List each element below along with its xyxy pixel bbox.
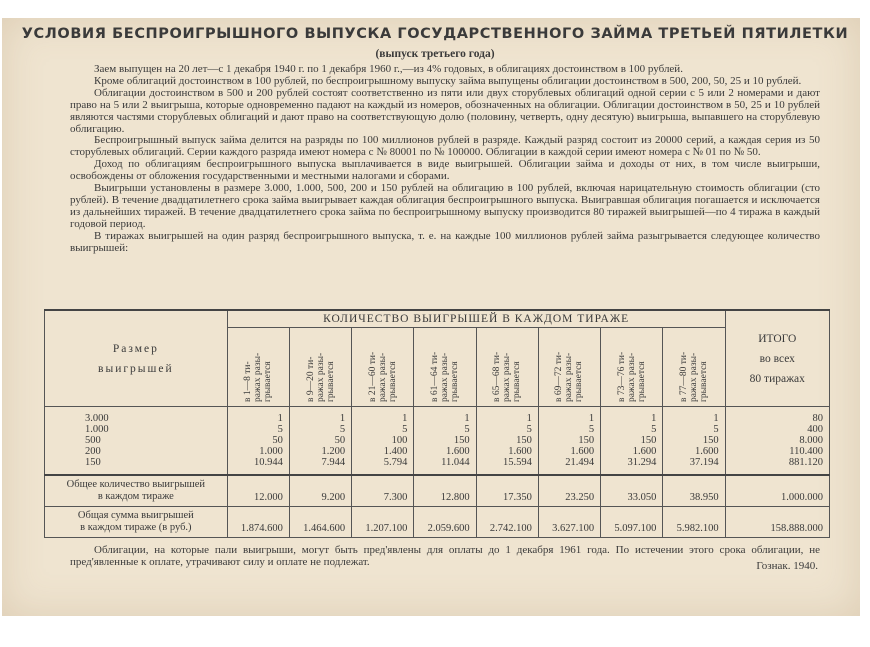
conditions-text xyxy=(70,64,820,255)
total-sum-row-value: 1.207.100 xyxy=(352,507,414,538)
prize-count: 1 xyxy=(651,413,657,424)
total-prizes-row-value: 38.950 xyxy=(663,475,725,507)
total-sum-row-value: 2.059.600 xyxy=(414,507,476,538)
prize-count: 1.600 xyxy=(508,446,532,457)
draw-column-header-line: ражах разы- xyxy=(502,352,513,402)
total-sum-row-label-line: в каждом тираже (в руб.) xyxy=(80,522,192,533)
draw-values-cell xyxy=(227,407,289,476)
prize-count: 1.600 xyxy=(632,446,657,457)
total-prizes-row-value: 1.000.000 xyxy=(725,475,829,507)
paragraph-term: Заем выпущен на 20 лет—с 1 декабря 1940 г. по 1 декабря 1960 г.,—из 4% годовых, в облигациях достоинством в 100 рублей. xyxy=(94,63,683,75)
prize-count: 5 xyxy=(588,424,595,435)
prize-count: 100 xyxy=(391,435,408,446)
total-sum-row-value: 1.874.600 xyxy=(227,507,289,538)
prize-count: 150 xyxy=(702,435,719,446)
prize-size: 500 xyxy=(85,435,101,446)
draw-column-header-line: ражах разы- xyxy=(626,352,637,402)
prize-count: 21.494 xyxy=(565,457,595,468)
totals-cell xyxy=(725,407,829,476)
paragraph-income: Доход по облигациям беспроигрышного выпуска выплачивается в виде выигрышей. Облигации займа и доходы от них, в том числе выигрыши, освобождены от обложения государственными и местными налогами и сборами. xyxy=(70,158,820,183)
prize-size: 200 xyxy=(85,446,101,457)
draw-column-header-line: в 21—60 ти- xyxy=(367,351,378,402)
prize-size-header xyxy=(45,310,228,407)
prize-size-header-line1: Размер xyxy=(112,342,159,355)
draw-values-cell xyxy=(352,407,414,476)
paragraph-draws: В тиражах выигрышей на один разряд беспроигрышного выпуска, т. е. на каждые 100 миллионов рублей займа разыгрывается следующее количество выигрышей: xyxy=(70,229,820,254)
total-prizes-row-value: 12.800 xyxy=(414,475,476,507)
draw-column-header-line: грывается xyxy=(574,361,585,402)
paragraph-series: Беспроигрышный выпуск займа делится на разряды по 100 миллионов рублей в разряде. Каждый разряд состоит из 20000 серий, а каждая серия из 50 сторублевых облигаций. Серии каждого разряда имеют номера с № 80001 по № 100000. Облигации в каждой серии имеют номера с № 01 по № 50. xyxy=(70,134,820,159)
prize-count: 1 xyxy=(402,413,408,424)
prize-count: 150 xyxy=(640,435,657,446)
draw-values-cell xyxy=(476,407,538,476)
prize-count: 1.600 xyxy=(570,446,595,457)
draw-column-header xyxy=(227,328,289,407)
document-subtitle: (выпуск третьего года) xyxy=(375,48,495,60)
footer-note xyxy=(70,544,820,568)
total-sum-row-value: 158.888.000 xyxy=(725,507,829,538)
draw-column-header-line: ражах разы- xyxy=(688,352,699,402)
prize-count: 1.600 xyxy=(694,446,719,457)
prize-count: 150 xyxy=(516,435,532,446)
prize-count: 31.294 xyxy=(627,457,657,468)
total-prizes-row-value: 33.050 xyxy=(601,475,663,507)
prize-size: 150 xyxy=(85,457,101,468)
draw-column-header-line: ражах разы- xyxy=(440,352,450,402)
total-prizes-row-value: 17.350 xyxy=(476,475,538,507)
draw-column-header-line: грывается xyxy=(698,361,709,402)
draw-count-header: КОЛИЧЕСТВО ВЫИГРЫШЕЙ В КАЖДОМ ТИРАЖЕ xyxy=(227,310,725,328)
total-prizes-row-label-line: в каждом тираже xyxy=(97,491,174,502)
draw-values-cell xyxy=(289,407,351,476)
draw-column-header-line: в 73—76 ти- xyxy=(616,351,627,402)
prize-count: 150 xyxy=(453,435,470,446)
prize-count: 1 xyxy=(339,413,346,424)
prize-count: 50 xyxy=(272,435,283,446)
draw-column-header-line: в 65—68 ти- xyxy=(492,351,503,402)
draw-column-header-text xyxy=(492,332,522,402)
prize-count: 1.200 xyxy=(321,446,346,457)
draw-column-header-line: грывается xyxy=(450,361,460,402)
total-sum-row-value: 1.464.600 xyxy=(289,507,351,538)
total-sum-row-label xyxy=(45,507,228,538)
draw-column-header-text xyxy=(306,332,336,402)
prize-count: 50 xyxy=(334,435,346,446)
draw-column-header-line: в 69—72 ти- xyxy=(554,351,565,402)
total-sum-row-value: 5.097.100 xyxy=(601,507,663,538)
imprint: Гознак. 1940. xyxy=(756,560,818,572)
prize-count: 1.600 xyxy=(446,446,470,457)
total-prizes-row-value: 7.300 xyxy=(352,475,414,507)
draw-column-header-line: ражах разы- xyxy=(315,352,326,402)
draw-values-cell xyxy=(601,407,663,476)
prize-count: 1 xyxy=(464,413,470,424)
draw-column-header-text xyxy=(679,332,709,402)
total-prizes-row-value: 12.000 xyxy=(227,475,289,507)
total-sum-row-label-line: Общая сумма выигрышей xyxy=(77,510,194,521)
prize-count: 5 xyxy=(277,424,283,435)
total-prizes-row-label xyxy=(45,475,228,507)
draw-column-header-line: в 1—8 ти- xyxy=(243,361,254,402)
prize-count: 10.944 xyxy=(254,457,283,468)
draw-column-header-line: грывается xyxy=(263,361,274,402)
draw-column-header-text xyxy=(430,332,460,402)
paragraph-denominations: Кроме облигаций достоинством в 100 рублей, по беспроигрышному выпуску займа выпущены облигации достоинством в 500, 200, 50, 25 и 10 рублей. xyxy=(94,74,802,87)
total-count: 8.000 xyxy=(799,435,823,446)
prize-count: 5 xyxy=(402,424,408,435)
total-count: 400 xyxy=(807,424,823,435)
draw-column-header-line: в 9—20 ти- xyxy=(305,356,316,402)
draw-values-cell xyxy=(538,407,600,476)
draw-column-header xyxy=(289,328,351,407)
prize-size: 3.000 xyxy=(85,413,109,424)
total-header-line3: 80 тиражах xyxy=(749,372,805,385)
document-title: УСЛОВИЯ БЕСПРОИГРЫШНОГО ВЫПУСКА ГОСУДАРСТВЕННОГО ЗАЙМА ТРЕТЬЕЙ ПЯТИЛЕТКИ xyxy=(21,26,849,42)
draw-column-header-line: ражах разы- xyxy=(377,352,388,402)
draw-column-header xyxy=(538,328,600,407)
prize-count: 1.400 xyxy=(383,446,408,457)
prize-count: 11.044 xyxy=(441,457,470,468)
draw-column-header xyxy=(476,328,538,407)
total-header xyxy=(725,310,829,407)
draw-column-header-line: грывается xyxy=(512,361,523,402)
prize-count: 5 xyxy=(464,424,470,435)
draw-column-header-text xyxy=(368,332,398,402)
draw-column-header-line: грывается xyxy=(387,361,398,402)
draw-column-header-line: в 61—64 ти- xyxy=(430,351,440,402)
draw-column-header xyxy=(601,328,663,407)
prize-count: 5 xyxy=(526,424,532,435)
total-sum-row-value: 3.627.100 xyxy=(538,507,600,538)
total-sum-row-value: 5.982.100 xyxy=(663,507,725,538)
draw-values-cell xyxy=(414,407,476,476)
draw-column-header-text xyxy=(243,332,273,402)
prize-size-header-line2: выигрышей xyxy=(98,362,174,375)
draw-values-cell xyxy=(663,407,725,476)
draw-column-header-line: ражах разы- xyxy=(564,352,575,402)
draw-column-header-line: в 77—80 ти- xyxy=(678,351,689,402)
total-prizes-row-label-line: Общее количество выигрышей xyxy=(66,479,205,490)
draw-column-header xyxy=(663,328,725,407)
prize-table xyxy=(44,309,830,538)
total-count: 881.120 xyxy=(788,457,823,468)
total-sum-row-value: 2.742.100 xyxy=(476,507,538,538)
draw-column-header-line: ражах разы- xyxy=(253,352,264,402)
prize-count: 1 xyxy=(713,413,719,424)
footer-text: Облигации, на которые пали выигрыши, могут быть пред'явлены для оплаты до 1 декабря 1961 года. По истечении этого срока облигации, не пред'явленные к оплате, утрачивают силу и оплате не подлежат. xyxy=(70,544,820,568)
draw-column-header-line: грывается xyxy=(325,361,336,402)
prize-count: 1 xyxy=(277,413,283,424)
prize-count: 1.000 xyxy=(259,446,283,457)
prize-size: 1.000 xyxy=(85,424,109,435)
prize-count: 15.594 xyxy=(502,457,532,468)
draw-column-header-text xyxy=(617,332,647,402)
draw-column-header-line: грывается xyxy=(636,361,647,402)
total-header-line1: ИТОГО xyxy=(758,332,797,345)
prize-count: 1 xyxy=(526,413,532,424)
draw-column-header-text xyxy=(554,332,584,402)
prize-count: 1 xyxy=(588,413,595,424)
prize-sizes-cell xyxy=(45,407,228,476)
prize-count: 5 xyxy=(651,424,657,435)
paragraph-prizes: Выигрыши установлены в размере 3.000, 1.000, 500, 200 и 150 рублей на облигацию в 100 рублей, включая нарицательную стоимость облигации (сто рублей). В течение двадцатилетнего срока займа выигрывает каждая облигация беспроигрышного выпуска. Выигравшая облигация погашается и исключается из дальнейших тиражей. В течение двадцатилетнего срока займа по беспроигрышному выпуску производится 80 тиражей выигрышей—по 4 тиража в каждый годовой период. xyxy=(70,182,820,230)
draw-column-header xyxy=(414,328,476,407)
prize-count: 7.944 xyxy=(321,457,346,468)
total-header-line2: во всех xyxy=(759,352,795,365)
total-count: 80 xyxy=(812,413,823,424)
total-prizes-row-value: 9.200 xyxy=(289,475,351,507)
prize-count: 5 xyxy=(339,424,346,435)
total-prizes-row-value: 23.250 xyxy=(538,475,600,507)
prize-count: 5.794 xyxy=(383,457,408,468)
prize-count: 37.194 xyxy=(689,457,719,468)
prize-count: 150 xyxy=(578,435,595,446)
draw-column-header xyxy=(352,328,414,407)
paragraph-bond-parts: Облигации достоинством в 500 и 200 рублей состоят соответственно из пяти или двух сторублевых облигаций одной серии с 5 или 2 номерами и дают право на 5 или 2 выигрыша, которые одновременно падают на каждый из номеров, обозначенных на облигации. Облигации достоинством в 50, 25 и 10 рублей являются частями сторублевых облигаций и дают право на соответствующую долю (половину, четверть, одну десятую) выигрыша, выпавшего на сторублевую облигацию. xyxy=(70,86,820,135)
total-count: 110.400 xyxy=(789,446,823,457)
prize-count: 5 xyxy=(713,424,719,435)
